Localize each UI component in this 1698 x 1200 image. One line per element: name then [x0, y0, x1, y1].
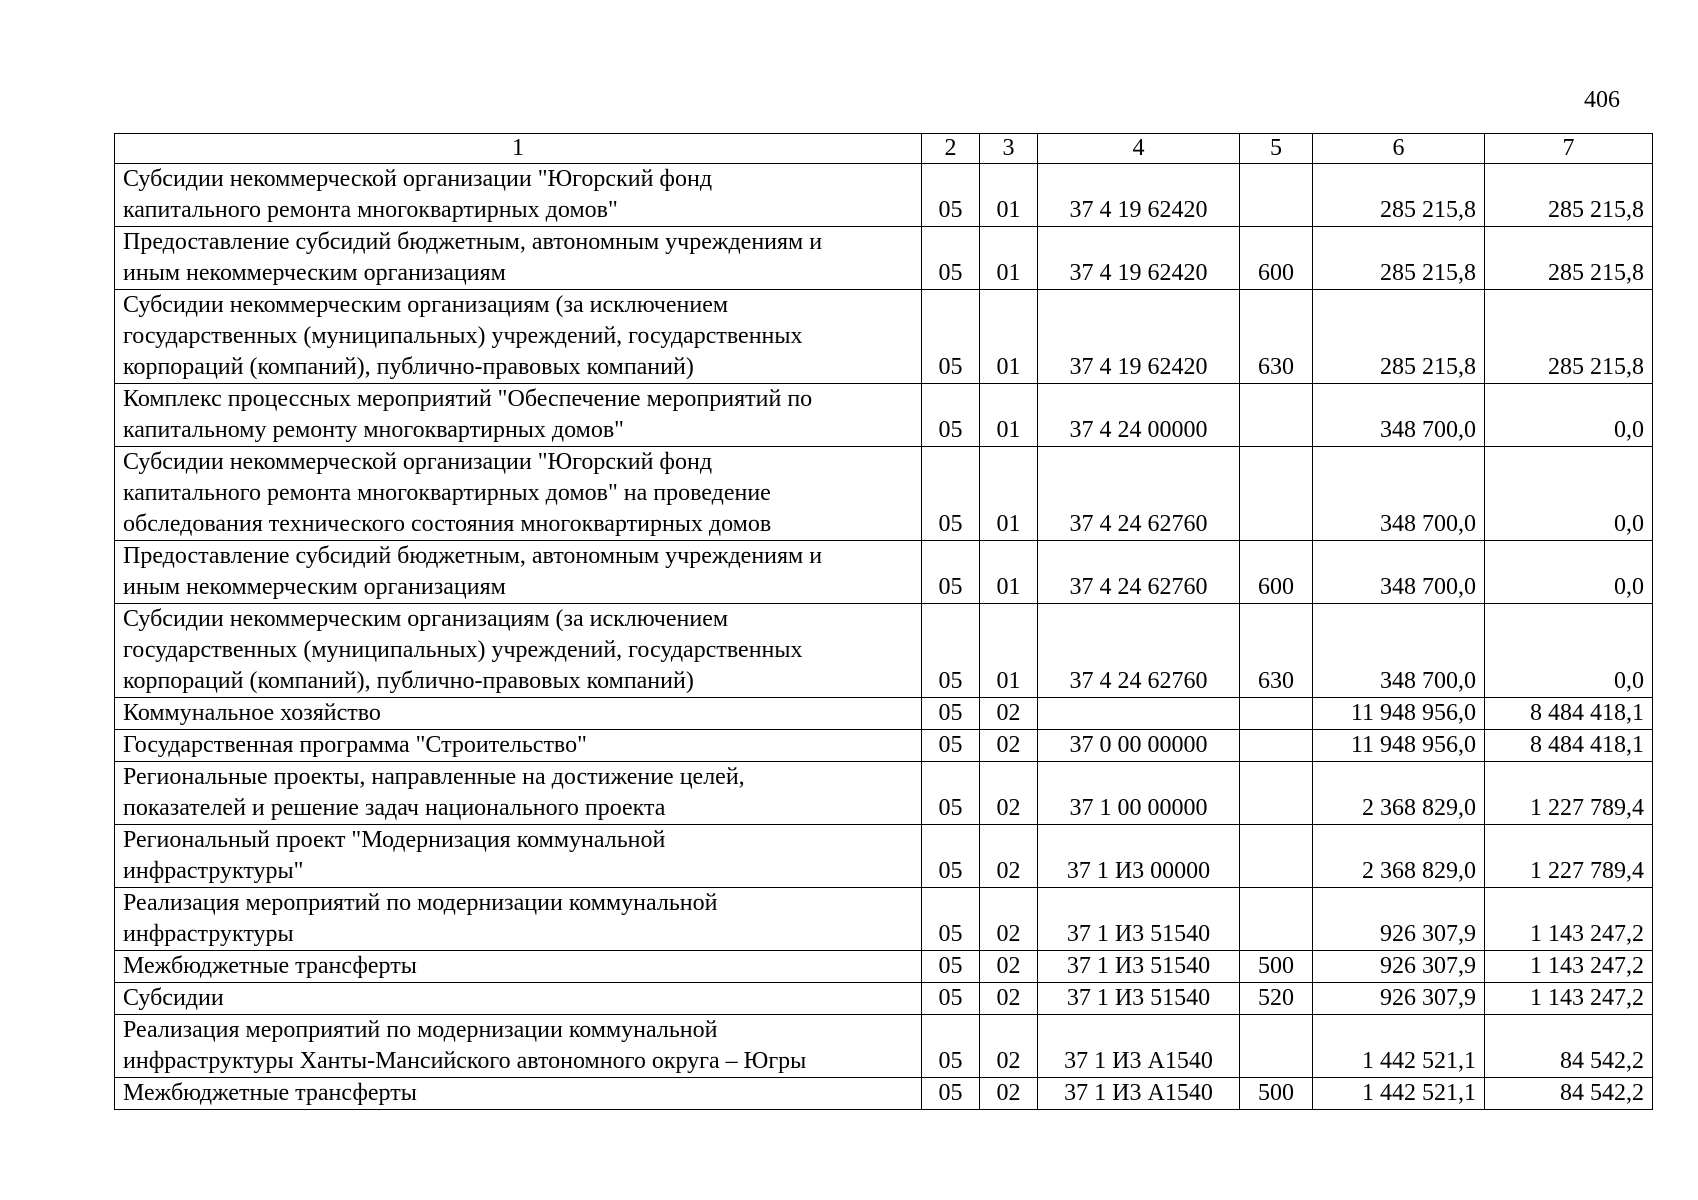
table-row [115, 983, 1653, 1015]
target-article-cell: 37 1 И3 51540 [1038, 888, 1240, 951]
subsection-code-cell: 02 [980, 698, 1038, 730]
expense-type-cell: 600 [1240, 227, 1313, 290]
item-name-cell [115, 698, 922, 730]
section-code-cell: 05 [922, 1015, 980, 1078]
subsection-code-cell: 02 [980, 1015, 1038, 1078]
subsection-code-cell: 02 [980, 762, 1038, 825]
table-row [115, 888, 1653, 951]
target-article-cell: 37 4 24 62760 [1038, 541, 1240, 604]
amount-col-7-cell: 1 227 789,4 [1485, 762, 1653, 825]
section-code-cell: 05 [922, 447, 980, 541]
expense-type-cell: 600 [1240, 541, 1313, 604]
expense-type-cell [1240, 698, 1313, 730]
target-article-cell: 37 4 19 62420 [1038, 290, 1240, 384]
expense-type-cell: 520 [1240, 983, 1313, 1015]
item-name-line: Региональные проекты, направленные на достижение целей, [123, 764, 745, 790]
target-article-cell: 37 4 24 00000 [1038, 384, 1240, 447]
header-col-7: 7 [1485, 134, 1653, 164]
subsection-code-cell: 01 [980, 384, 1038, 447]
page-number: 406 [1584, 87, 1620, 113]
item-name-line: Реализация мероприятий по модернизации коммунальной [123, 890, 718, 916]
section-code-cell: 05 [922, 384, 980, 447]
amount-col-6-cell: 285 215,8 [1313, 290, 1485, 384]
amount-col-6-cell: 348 700,0 [1313, 384, 1485, 447]
expense-type-cell [1240, 1015, 1313, 1078]
expense-type-cell [1240, 888, 1313, 951]
amount-col-6-cell: 348 700,0 [1313, 604, 1485, 698]
amount-col-6-cell: 926 307,9 [1313, 983, 1485, 1015]
section-code-cell: 05 [922, 164, 980, 227]
expense-type-cell [1240, 762, 1313, 825]
section-code-cell: 05 [922, 951, 980, 983]
item-name-cell [115, 604, 922, 698]
amount-col-7-cell: 0,0 [1485, 541, 1653, 604]
target-article-cell: 37 4 19 62420 [1038, 164, 1240, 227]
target-article-cell: 37 4 24 62760 [1038, 447, 1240, 541]
section-code-cell: 05 [922, 730, 980, 762]
item-name-cell [115, 730, 922, 762]
budget-table [114, 133, 1653, 1110]
item-name-cell [115, 1015, 922, 1078]
item-name-line: Предоставление субсидий бюджетным, автономным учреждениям и [123, 229, 823, 255]
header-col-2: 2 [922, 134, 980, 164]
item-name-line: капитального ремонта многоквартирных домов" [123, 197, 618, 223]
item-name-line: иным некоммерческим организациям [123, 574, 506, 600]
item-name-line: обследования технического состояния многоквартирных домов [123, 511, 772, 537]
amount-col-7-cell: 1 143 247,2 [1485, 983, 1653, 1015]
subsection-code-cell: 01 [980, 447, 1038, 541]
header-row [115, 134, 1653, 164]
amount-col-7-cell: 1 143 247,2 [1485, 951, 1653, 983]
amount-col-7-cell: 0,0 [1485, 604, 1653, 698]
section-code-cell: 05 [922, 888, 980, 951]
subsection-code-cell: 02 [980, 730, 1038, 762]
header-col-4: 4 [1038, 134, 1240, 164]
item-name-cell [115, 541, 922, 604]
item-name-cell [115, 384, 922, 447]
header-col-3: 3 [980, 134, 1038, 164]
header-col-1: 1 [115, 134, 922, 164]
item-name-line: инфраструктуры" [123, 858, 304, 884]
item-name-cell [115, 825, 922, 888]
item-name-line: Государственная программа "Строительство" [123, 732, 587, 758]
target-article-cell: 37 1 00 00000 [1038, 762, 1240, 825]
amount-col-6-cell: 348 700,0 [1313, 541, 1485, 604]
amount-col-7-cell: 0,0 [1485, 384, 1653, 447]
item-name-cell [115, 762, 922, 825]
target-article-cell: 37 0 00 00000 [1038, 730, 1240, 762]
item-name-cell [115, 951, 922, 983]
section-code-cell: 05 [922, 604, 980, 698]
amount-col-6-cell: 926 307,9 [1313, 951, 1485, 983]
subsection-code-cell: 02 [980, 951, 1038, 983]
item-name-line: государственных (муниципальных) учреждений, государственных [123, 323, 803, 349]
subsection-code-cell: 02 [980, 888, 1038, 951]
amount-col-6-cell: 11 948 956,0 [1313, 698, 1485, 730]
expense-type-cell: 500 [1240, 1078, 1313, 1110]
subsection-code-cell: 02 [980, 983, 1038, 1015]
amount-col-7-cell: 1 143 247,2 [1485, 888, 1653, 951]
expense-type-cell [1240, 384, 1313, 447]
amount-col-7-cell: 8 484 418,1 [1485, 698, 1653, 730]
amount-col-6-cell: 285 215,8 [1313, 227, 1485, 290]
expense-type-cell: 630 [1240, 604, 1313, 698]
section-code-cell: 05 [922, 762, 980, 825]
item-name-line: капитального ремонта многоквартирных домов" на проведение [123, 480, 771, 506]
target-article-cell [1038, 698, 1240, 730]
target-article-cell: 37 1 И3 51540 [1038, 951, 1240, 983]
subsection-code-cell: 01 [980, 227, 1038, 290]
item-name-line: Субсидии некоммерческим организациям (за исключением [123, 606, 729, 632]
header-col-5: 5 [1240, 134, 1313, 164]
table-row [115, 1078, 1653, 1110]
item-name-line: инфраструктуры Ханты-Мансийского автономного округа – Югры [123, 1048, 807, 1074]
item-name-line: Субсидии некоммерческим организациям (за исключением [123, 292, 729, 318]
amount-col-6-cell: 926 307,9 [1313, 888, 1485, 951]
target-article-cell: 37 4 19 62420 [1038, 227, 1240, 290]
target-article-cell: 37 1 И3 00000 [1038, 825, 1240, 888]
table-row [115, 604, 1653, 698]
target-article-cell: 37 1 И3 51540 [1038, 983, 1240, 1015]
expense-type-cell [1240, 447, 1313, 541]
section-code-cell: 05 [922, 825, 980, 888]
table-row [115, 541, 1653, 604]
section-code-cell: 05 [922, 698, 980, 730]
expense-type-cell [1240, 730, 1313, 762]
table-row [115, 762, 1653, 825]
item-name-cell [115, 227, 922, 290]
table-row [115, 730, 1653, 762]
table-row [115, 447, 1653, 541]
subsection-code-cell: 01 [980, 164, 1038, 227]
item-name-cell [115, 447, 922, 541]
item-name-cell [115, 888, 922, 951]
table-row [115, 698, 1653, 730]
header-col-6: 6 [1313, 134, 1485, 164]
amount-col-7-cell: 0,0 [1485, 447, 1653, 541]
section-code-cell: 05 [922, 541, 980, 604]
table-row [115, 825, 1653, 888]
item-name-cell [115, 290, 922, 384]
item-name-line: капитальному ремонту многоквартирных домов" [123, 417, 624, 443]
amount-col-7-cell: 285 215,8 [1485, 227, 1653, 290]
table-row [115, 164, 1653, 227]
amount-col-7-cell: 285 215,8 [1485, 164, 1653, 227]
amount-col-7-cell: 84 542,2 [1485, 1078, 1653, 1110]
amount-col-6-cell: 11 948 956,0 [1313, 730, 1485, 762]
amount-col-6-cell: 1 442 521,1 [1313, 1015, 1485, 1078]
amount-col-7-cell: 285 215,8 [1485, 290, 1653, 384]
amount-col-6-cell: 1 442 521,1 [1313, 1078, 1485, 1110]
target-article-cell: 37 1 И3 А1540 [1038, 1015, 1240, 1078]
amount-col-7-cell: 8 484 418,1 [1485, 730, 1653, 762]
target-article-cell: 37 1 И3 А1540 [1038, 1078, 1240, 1110]
section-code-cell: 05 [922, 983, 980, 1015]
expense-type-cell [1240, 164, 1313, 227]
amount-col-6-cell: 285 215,8 [1313, 164, 1485, 227]
item-name-cell [115, 1078, 922, 1110]
item-name-line: Субсидии некоммерческой организации "Югорский фонд [123, 449, 713, 475]
item-name-line: показателей и решение задач национального проекта [123, 795, 666, 821]
item-name-cell [115, 164, 922, 227]
section-code-cell: 05 [922, 227, 980, 290]
table-row [115, 227, 1653, 290]
item-name-line: Реализация мероприятий по модернизации коммунальной [123, 1017, 718, 1043]
subsection-code-cell: 02 [980, 1078, 1038, 1110]
amount-col-7-cell: 1 227 789,4 [1485, 825, 1653, 888]
expense-type-cell: 500 [1240, 951, 1313, 983]
table-row [115, 1015, 1653, 1078]
table-row [115, 384, 1653, 447]
section-code-cell: 05 [922, 1078, 980, 1110]
table-row [115, 951, 1653, 983]
item-name-line: Межбюджетные трансферты [123, 1080, 417, 1106]
item-name-line: государственных (муниципальных) учреждений, государственных [123, 637, 803, 663]
item-name-line: Комплекс процессных мероприятий "Обеспечение мероприятий по [123, 386, 813, 412]
item-name-line: Субсидии некоммерческой организации "Югорский фонд [123, 166, 713, 192]
item-name-line: Коммунальное хозяйство [123, 700, 381, 726]
item-name-line: иным некоммерческим организациям [123, 260, 506, 286]
table-row [115, 290, 1653, 384]
item-name-line: инфраструктуры [123, 921, 294, 947]
amount-col-6-cell: 2 368 829,0 [1313, 825, 1485, 888]
subsection-code-cell: 01 [980, 541, 1038, 604]
target-article-cell: 37 4 24 62760 [1038, 604, 1240, 698]
subsection-code-cell: 01 [980, 604, 1038, 698]
item-name-line: корпораций (компаний), публично-правовых компаний) [123, 668, 694, 694]
subsection-code-cell: 02 [980, 825, 1038, 888]
expense-type-cell: 630 [1240, 290, 1313, 384]
item-name-line: Предоставление субсидий бюджетным, автономным учреждениям и [123, 543, 823, 569]
item-name-line: корпораций (компаний), публично-правовых компаний) [123, 354, 694, 380]
item-name-line: Субсидии [123, 985, 224, 1011]
item-name-line: Межбюджетные трансферты [123, 953, 417, 979]
item-name-line: Региональный проект "Модернизация коммунальной [123, 827, 666, 853]
amount-col-6-cell: 348 700,0 [1313, 447, 1485, 541]
item-name-cell [115, 983, 922, 1015]
expense-type-cell [1240, 825, 1313, 888]
subsection-code-cell: 01 [980, 290, 1038, 384]
section-code-cell: 05 [922, 290, 980, 384]
amount-col-6-cell: 2 368 829,0 [1313, 762, 1485, 825]
amount-col-7-cell: 84 542,2 [1485, 1015, 1653, 1078]
